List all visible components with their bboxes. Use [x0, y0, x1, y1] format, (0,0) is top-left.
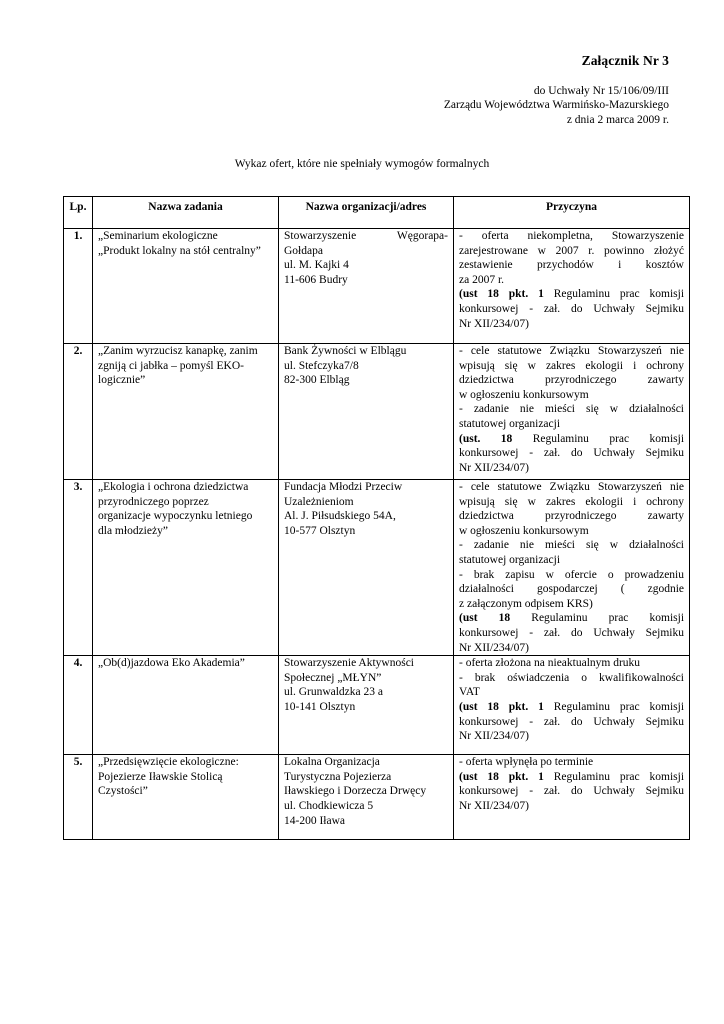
task-name-line: „Zanim wyrzucisz kanapkę, zanim	[98, 345, 258, 357]
table-row	[64, 755, 690, 840]
organization-line: ul. Grunwaldzka 23 a	[284, 686, 383, 699]
reason-cell	[454, 755, 690, 840]
table-row	[64, 480, 690, 656]
reason-cell	[454, 480, 690, 656]
regulation-reference-line: konkursowej - zał. do Uchwały Sejmiku	[459, 715, 684, 728]
regulation-reference-text: Regulaminu prac komisji	[531, 612, 685, 625]
reason-line: działalności gospodarczej ( zgodnie	[459, 583, 684, 596]
organization-cell	[279, 656, 454, 755]
organization-line: Lokalna Organizacja	[284, 756, 380, 769]
row-number-cell: 3.	[64, 480, 93, 656]
regulation-reference-text: Regulaminu prac komisji	[553, 700, 685, 713]
organization-line: Bank Żywności w Elblągu	[284, 345, 407, 357]
row-number-cell: 4.	[64, 656, 93, 755]
regulation-reference-line: Nr XII/234/07)	[459, 317, 529, 330]
task-name-cell	[93, 755, 279, 840]
reason-line: w ogłoszeniu konkursowym	[459, 388, 589, 401]
task-name-line: dla młodzieży”	[98, 524, 168, 537]
regulation-reference: (ust 18	[459, 612, 511, 625]
regulation-reference-line: Nr XII/234/07)	[459, 461, 529, 474]
task-name-line: Czystości”	[98, 785, 148, 798]
column-header-reason: Przyczyna	[454, 197, 690, 229]
reason-line: dziedzictwa przyrodniczego zawarty	[459, 510, 684, 523]
organization-line: 14-200 Iława	[284, 814, 345, 827]
table-header-row	[64, 197, 690, 229]
reason-line: - cele statutowe Związku Stowarzyszeń nie	[459, 345, 684, 357]
regulation-reference-line: konkursowej - zał. do Uchwały Sejmiku	[459, 785, 684, 798]
organization-line: ul. Stefczyka7/8	[284, 359, 359, 372]
organization-line: 10-577 Olsztyn	[284, 524, 356, 537]
offers-table	[63, 196, 690, 840]
reason-line: - oferta złożona na nieaktualnym druku	[459, 657, 641, 670]
organization-line: ul. M. Kajki 4	[284, 259, 349, 272]
regulation-reference-line: konkursowej - zał. do Uchwały Sejmiku	[459, 302, 684, 315]
column-header-organization: Nazwa organizacji/adres	[279, 197, 454, 229]
reason-line: wpisują się w zakres ekologii i ochrony	[459, 495, 684, 508]
organization-line: Społecznej „MŁYN”	[284, 671, 382, 684]
organization-line: ul. Chodkiewicza 5	[284, 799, 374, 812]
attachment-title: Załącznik Nr 3	[581, 53, 669, 68]
regulation-reference-text: Regulaminu prac komisji	[553, 770, 685, 783]
task-name-cell	[93, 229, 279, 344]
reason-line: - brak oświadczenia o kwalifikowalności	[459, 671, 684, 684]
regulation-reference-line: Nr XII/234/07)	[459, 799, 529, 812]
reason-line: wpisują się w zakres ekologii i ochrony	[459, 359, 684, 372]
organization-line: 10-141 Olsztyn	[284, 700, 356, 713]
reason-line: zestawienie przychodów i kosztów	[459, 259, 684, 272]
organization-cell	[279, 344, 454, 480]
reason-line: z załączonym odpisem KRS)	[459, 597, 593, 610]
task-name-line: „Ekologia i ochrona dziedzictwa	[98, 481, 249, 493]
row-number-cell: 5.	[64, 755, 93, 840]
task-name-cell	[93, 480, 279, 656]
reason-line: dziedzictwa przyrodniczego zawarty	[459, 374, 684, 387]
task-name-line: „Produkt lokalny na stół centralny”	[98, 244, 261, 257]
reason-line: statutowej organizacji	[459, 553, 561, 566]
table-row	[64, 656, 690, 755]
table-row	[64, 229, 690, 344]
reason-line: zarejestrowane w 2007 r. powinno złożyć	[459, 244, 684, 257]
task-name-line: logicznie”	[98, 374, 146, 387]
column-header-task: Nazwa zadania	[93, 197, 279, 229]
organization-cell	[279, 755, 454, 840]
organization-line: Al. J. Piłsudskiego 54A,	[284, 510, 396, 523]
table-row	[64, 344, 690, 480]
regulation-reference: (ust 18 pkt. 1	[459, 288, 544, 301]
task-name-cell	[93, 344, 279, 480]
reason-line: statutowej organizacji	[459, 417, 561, 430]
reason-cell	[454, 229, 690, 344]
list-title: Wykaz ofert, które nie spełniały wymogów formalnych	[234, 158, 490, 170]
task-name-line: Pojezierze Iławskie Stolicą	[98, 770, 223, 783]
regulation-reference-text: Regulaminu prac komisji	[553, 288, 685, 301]
reason-line: - cele statutowe Związku Stowarzyszeń nie	[459, 481, 684, 493]
organization-line: 11-606 Budry	[284, 273, 348, 286]
reason-line: w ogłoszeniu konkursowym	[459, 524, 589, 537]
row-number-cell: 2.	[64, 344, 93, 480]
organization-line: Turystyczna Pojezierza	[284, 770, 392, 783]
task-name-line: „Ob(d)jazdowa Eko Akademia”	[98, 657, 245, 670]
reason-line: - zadanie nie mieści się w działalności	[459, 539, 684, 552]
task-name-line: „Seminarium ekologiczne	[98, 230, 218, 242]
organization-line: Gołdapa	[284, 244, 323, 257]
regulation-reference-line	[459, 611, 684, 626]
organization-cell	[279, 480, 454, 656]
row-number-cell: 1.	[64, 229, 93, 344]
organization-line: Stowarzyszenie Aktywności	[284, 657, 414, 670]
task-name-line: przyrodniczego poprzez	[98, 495, 209, 508]
task-name-line: organizacje wypoczynku letniego	[98, 510, 253, 523]
regulation-reference-text: Regulaminu prac komisji	[532, 432, 685, 445]
reason-line: VAT	[459, 686, 480, 699]
organization-line: Stowarzyszenie Węgorapa-	[284, 230, 448, 242]
regulation-reference: (ust 18 pkt. 1	[459, 700, 544, 713]
regulation-reference-line: Nr XII/234/07)	[459, 641, 529, 654]
reason-line: - brak zapisu w ofercie o prowadzeniu	[459, 568, 684, 581]
reason-cell	[454, 344, 690, 480]
regulation-reference-line	[459, 432, 684, 447]
reason-cell	[454, 656, 690, 755]
regulation-reference: (ust 18 pkt. 1	[459, 770, 544, 783]
reason-line: za 2007 r.	[459, 273, 505, 286]
regulation-reference-line: konkursowej - zał. do Uchwały Sejmiku	[459, 626, 684, 639]
resolution-number: do Uchwały Nr 15/106/09/III	[533, 85, 669, 97]
resolution-header	[444, 84, 669, 127]
task-name-line: zgniją ci jabłka – pomyśl EKO-	[98, 359, 244, 372]
organization-line: 82-300 Elbląg	[284, 374, 350, 387]
organization-line: Iławskiego i Dorzecza Drwęcy	[284, 785, 427, 798]
regulation-reference-line	[459, 287, 684, 302]
regulation-reference-line	[459, 770, 684, 785]
reason-line: - oferta niekompletna, Stowarzyszenie	[459, 230, 684, 242]
reason-line: - zadanie nie mieści się w działalności	[459, 403, 684, 416]
regulation-reference-line: konkursowej - zał. do Uchwały Sejmiku	[459, 447, 684, 460]
organization-line: Uzależnieniom	[284, 495, 354, 508]
organization-line: Fundacja Młodzi Przeciw	[284, 481, 403, 493]
column-header-lp: Lp.	[64, 197, 93, 229]
resolution-date: z dnia 2 marca 2009 r.	[566, 113, 669, 126]
regulation-reference-line	[459, 700, 684, 715]
regulation-reference-line: Nr XII/234/07)	[459, 730, 529, 743]
resolution-issuer: Zarządu Województwa Warmińsko-Mazurskiego	[443, 99, 669, 112]
task-name-cell	[93, 656, 279, 755]
organization-cell	[279, 229, 454, 344]
regulation-reference: (ust. 18	[459, 432, 513, 445]
reason-line: - oferta wpłynęła po terminie	[459, 756, 594, 769]
task-name-line: „Przedsięwzięcie ekologiczne:	[98, 756, 239, 769]
